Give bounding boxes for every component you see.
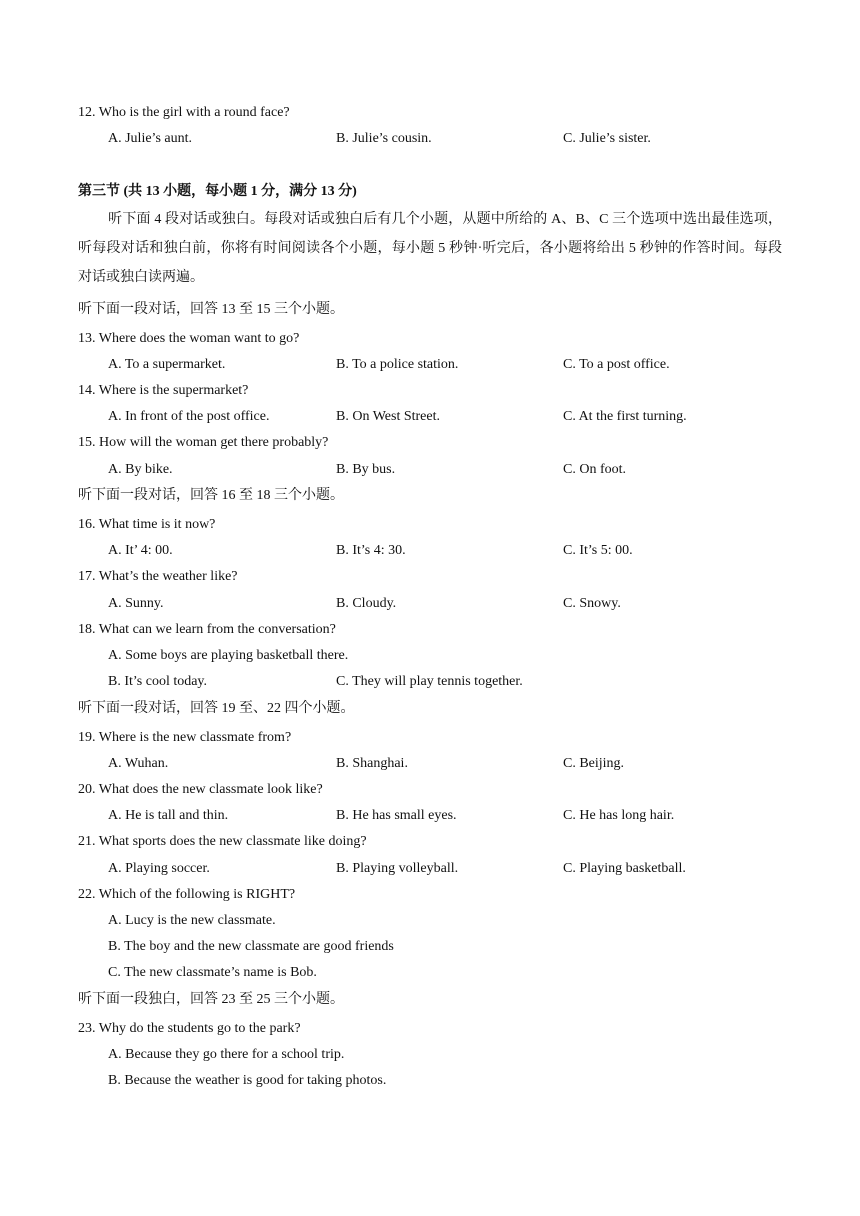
question-14-option-b: B. On West Street.: [336, 409, 440, 424]
question-18-stem: 18. What can we learn from the conversation?: [78, 622, 336, 637]
question-13-stem: 13. Where does the woman want to go?: [78, 331, 300, 346]
question-21-option-a: A. Playing soccer.: [108, 861, 210, 876]
question-17-option-a: A. Sunny.: [108, 596, 164, 611]
question-13-option-a: A. To a supermarket.: [108, 357, 226, 372]
group-3-intro: 听下面一段对话，回答 19 至、22 四个小题。: [78, 701, 355, 716]
section-3-instructions-text: 听下面 4 段对话或独白。每段对话或独白后有几个小题，从题中所给的 A、B、C 三个选项中选出最佳选项，听每段对话和独白前，你将有时间阅读各个小题，每小题 5 秒钟·听完后，各小题将给出 5 秒钟的作答时间。每段对话或独白读两遍。: [78, 212, 782, 285]
group-1-intro: 听下面一段对话，回答 13 至 15 三个小题。: [78, 302, 344, 317]
question-22-option-c: C. The new classmate’s name is Bob.: [108, 965, 317, 980]
question-21-option-b: B. Playing volleyball.: [336, 861, 459, 876]
question-19-option-b: B. Shanghai.: [336, 756, 408, 771]
question-14-option-c: C. At the first turning.: [563, 409, 687, 424]
group-2-intro: 听下面一段对话，回答 16 至 18 三个小题。: [78, 488, 344, 503]
question-12-option-b: B. Julie’s cousin.: [336, 131, 432, 146]
question-23-stem: 23. Why do the students go to the park?: [78, 1021, 301, 1036]
question-22-stem: 22. Which of the following is RIGHT?: [78, 887, 296, 902]
section-3-heading: 第三节 (共 13 小题，每小题 1 分，满分 13 分): [78, 184, 357, 199]
question-15-option-b: B. By bus.: [336, 462, 396, 477]
question-18-option-a: A. Some boys are playing basketball there.: [108, 648, 349, 663]
question-16-option-c: C. It’s 5: 00.: [563, 543, 633, 558]
section-3-instructions: [78, 205, 782, 292]
group-4-intro: 听下面一段独白，回答 23 至 25 三个小题。: [78, 992, 344, 1007]
question-13-option-c: C. To a post office.: [563, 357, 670, 372]
question-17-stem: 17. What’s the weather like?: [78, 569, 238, 584]
question-21-stem: 21. What sports does the new classmate like doing?: [78, 834, 367, 849]
question-15-option-c: C. On foot.: [563, 462, 626, 477]
question-16-option-a: A. It’ 4: 00.: [108, 543, 173, 558]
question-14-stem: 14. Where is the supermarket?: [78, 383, 249, 398]
question-18-option-c: C. They will play tennis together.: [336, 674, 523, 689]
question-20-option-c: C. He has long hair.: [563, 808, 675, 823]
question-18-option-b: B. It’s cool today.: [108, 674, 208, 689]
question-20-stem: 20. What does the new classmate look like?: [78, 782, 323, 797]
question-23-option-a: A. Because they go there for a school trip.: [108, 1047, 345, 1062]
question-16-option-b: B. It’s 4: 30.: [336, 543, 406, 558]
question-19-option-c: C. Beijing.: [563, 756, 625, 771]
question-21-option-c: C. Playing basketball.: [563, 861, 686, 876]
question-22-option-a: A. Lucy is the new classmate.: [108, 913, 276, 928]
question-12-option-c: C. Julie’s sister.: [563, 131, 651, 146]
question-19-stem: 19. Where is the new classmate from?: [78, 730, 292, 745]
question-15-stem: 15. How will the woman get there probably?: [78, 435, 329, 450]
question-12-option-a: A. Julie’s aunt.: [108, 131, 192, 146]
question-17-option-c: C. Snowy.: [563, 596, 621, 611]
question-19-option-a: A. Wuhan.: [108, 756, 169, 771]
question-20-option-a: A. He is tall and thin.: [108, 808, 229, 823]
question-17-option-b: B. Cloudy.: [336, 596, 397, 611]
question-16-stem: 16. What time is it now?: [78, 517, 216, 532]
question-22-option-b: B. The boy and the new classmate are good friends: [108, 939, 394, 954]
question-23-option-b: B. Because the weather is good for taking photos.: [108, 1073, 387, 1088]
question-15-option-a: A. By bike.: [108, 462, 173, 477]
question-20-option-b: B. He has small eyes.: [336, 808, 457, 823]
question-14-option-a: A. In front of the post office.: [108, 409, 270, 424]
question-13-option-b: B. To a police station.: [336, 357, 459, 372]
question-12-stem: 12. Who is the girl with a round face?: [78, 105, 290, 120]
